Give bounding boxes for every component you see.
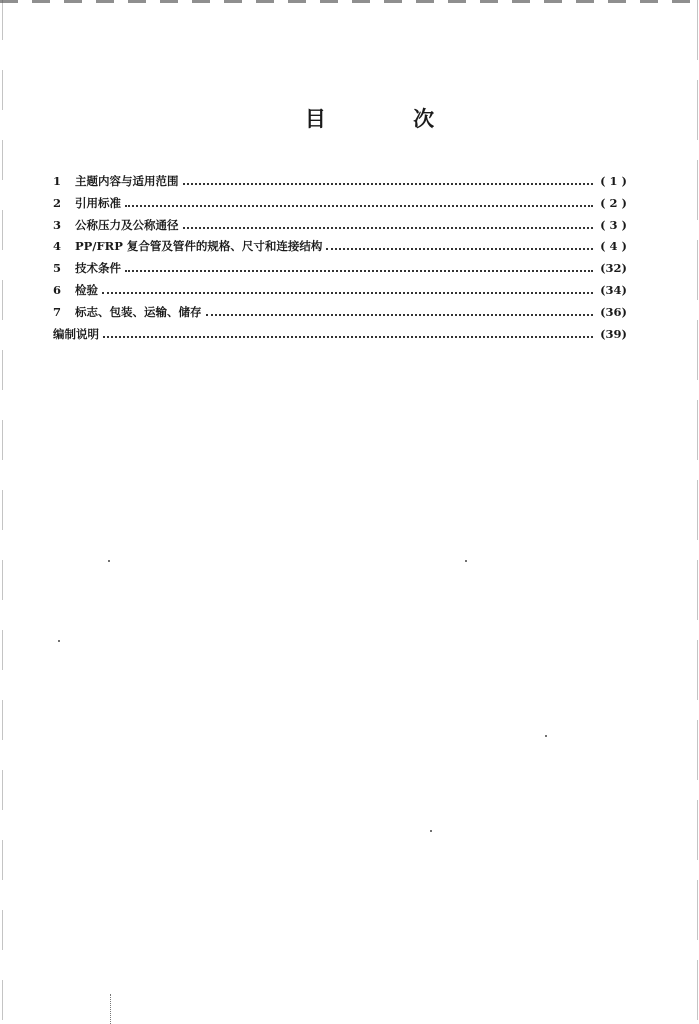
toc-entry-number: 6 <box>53 282 62 297</box>
toc-entry[interactable] <box>53 281 627 303</box>
scan-edge-top <box>0 0 699 3</box>
toc-entry[interactable] <box>53 325 627 347</box>
toc-entry-label: 检验 <box>75 282 98 297</box>
toc-entry-number: 4 <box>53 239 62 254</box>
toc-entry-page: ( 1 ) <box>600 174 627 188</box>
toc-entry[interactable] <box>53 216 627 238</box>
toc-entry-page: ( 2 ) <box>600 195 627 210</box>
toc-leader-dots <box>183 172 594 185</box>
toc-entry-page: (36) <box>600 304 627 319</box>
toc-leader-dots <box>326 237 593 250</box>
scan-edge-left <box>2 0 3 1024</box>
page-title: 目 次 <box>304 106 475 131</box>
toc-entry-page: ( 4 ) <box>600 239 627 254</box>
toc-entry-number: 7 <box>53 304 62 319</box>
scan-edge-right <box>697 0 698 1024</box>
scan-speck <box>545 735 547 737</box>
toc-entry-page: (34) <box>600 282 627 297</box>
toc-entry[interactable] <box>53 194 627 216</box>
toc-entry-number: 1 <box>53 174 62 188</box>
toc-entry-label: 技术条件 <box>75 261 121 276</box>
toc-leader-dots <box>125 194 593 207</box>
toc-entry[interactable] <box>53 259 627 281</box>
toc-entry-label: 标志、包装、运输、储存 <box>75 304 202 319</box>
toc-entry[interactable] <box>53 172 627 194</box>
toc-entry-number: 3 <box>53 217 62 232</box>
toc-leader-dots <box>103 325 593 338</box>
toc-entry-label: 编制说明 <box>53 326 99 341</box>
toc-entry-page: ( 3 ) <box>600 217 627 232</box>
toc-entry-page: (32) <box>600 261 627 276</box>
scan-edge-bottom <box>110 994 112 1024</box>
toc-entry-number: 2 <box>53 195 62 210</box>
toc-entry-label: PP/FRP 复合管及管件的规格、尺寸和连接结构 <box>75 239 323 254</box>
table-of-contents <box>53 172 627 346</box>
scan-speck <box>430 830 432 832</box>
toc-entry[interactable] <box>53 303 627 325</box>
toc-entry[interactable] <box>53 237 627 259</box>
toc-leader-dots <box>102 281 593 294</box>
toc-entry-number: 5 <box>53 261 62 276</box>
scan-speck <box>465 560 467 562</box>
toc-entry-label: 公称压力及公称通径 <box>75 217 179 232</box>
toc-leader-dots <box>206 303 594 316</box>
toc-entry-page: (39) <box>600 326 627 341</box>
scan-speck <box>108 560 110 562</box>
toc-leader-dots <box>183 216 594 229</box>
toc-entry-label: 引用标准 <box>75 195 121 210</box>
scan-speck <box>58 640 60 642</box>
toc-leader-dots <box>125 259 593 272</box>
toc-entry-label: 主题内容与适用范围 <box>75 174 179 188</box>
